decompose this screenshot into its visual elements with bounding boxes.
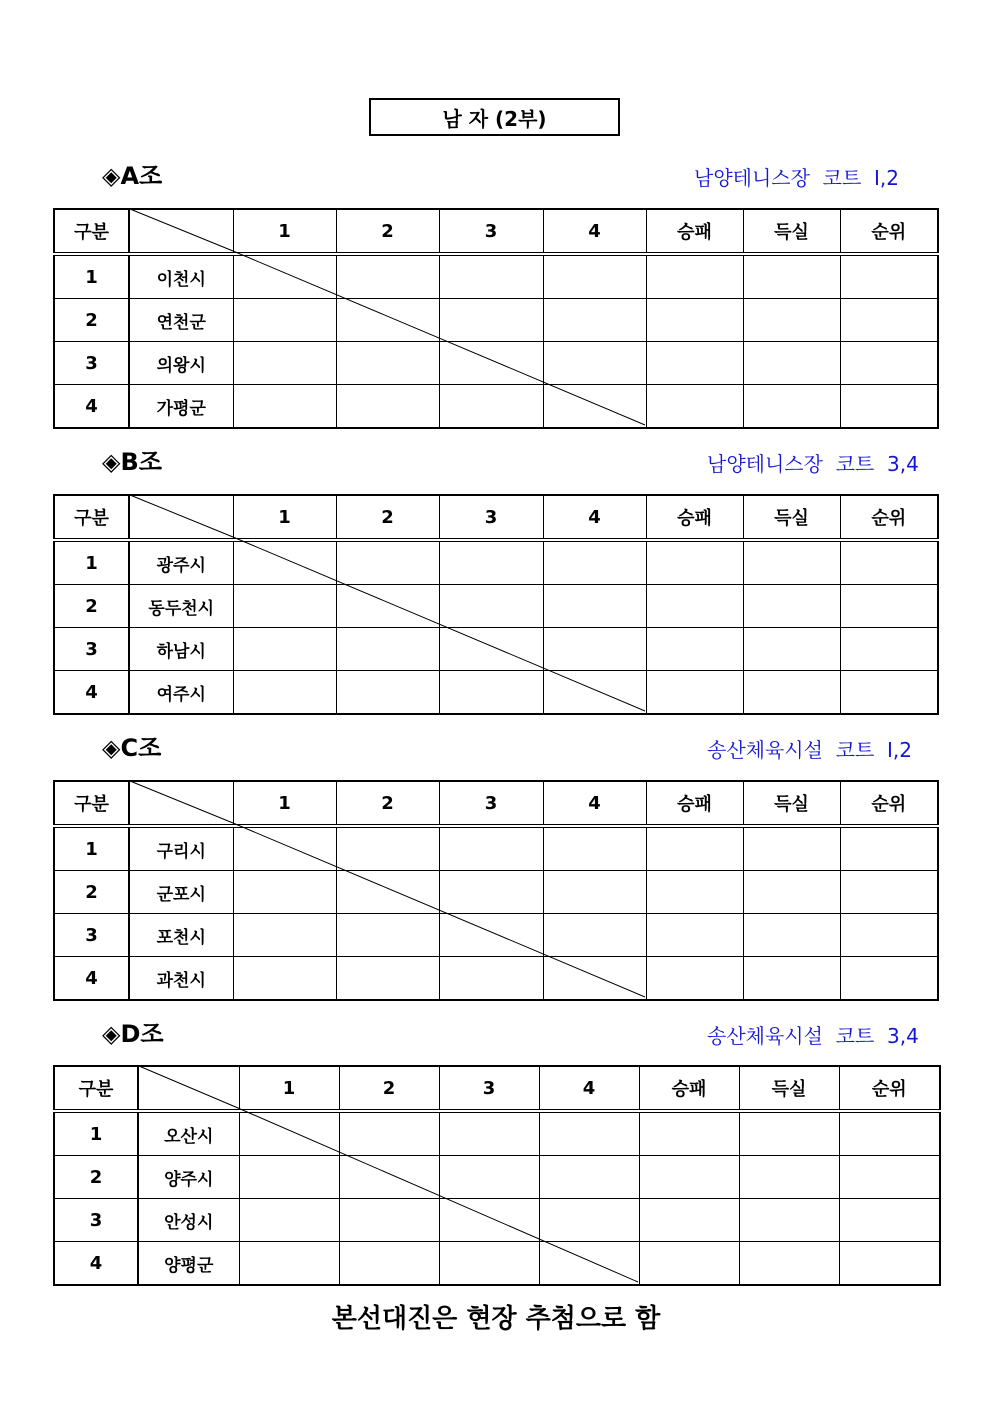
win-loss-cell[interactable]: [646, 871, 743, 914]
header-diagonal-cell: [129, 209, 233, 254]
score-cell[interactable]: [439, 385, 543, 429]
points-cell[interactable]: [739, 1156, 839, 1199]
rank-cell[interactable]: [840, 254, 938, 299]
score-cell[interactable]: [336, 342, 439, 385]
win-loss-cell[interactable]: [646, 628, 743, 671]
header-col-2: 2: [336, 495, 439, 540]
group-label: ◈B조: [102, 448, 162, 476]
group-label: ◈C조: [102, 734, 162, 762]
header-col-2: 2: [336, 209, 439, 254]
score-cell[interactable]: [336, 957, 439, 1001]
header-diagonal-cell: [129, 495, 233, 540]
team-name: 과천시: [129, 957, 233, 1001]
points-cell[interactable]: [743, 342, 840, 385]
score-cell[interactable]: [439, 1111, 539, 1156]
score-cell[interactable]: [539, 1156, 639, 1199]
rank-cell[interactable]: [840, 957, 938, 1001]
score-cell[interactable]: [543, 585, 646, 628]
header-col-3: 3: [439, 1066, 539, 1111]
rank-cell[interactable]: [840, 871, 938, 914]
row-num: 1: [54, 826, 129, 871]
header-points: 득실: [743, 209, 840, 254]
header-points: 득실: [739, 1066, 839, 1111]
row-num: 3: [54, 628, 129, 671]
rank-cell[interactable]: [840, 299, 938, 342]
header-win-loss: 승패: [646, 495, 743, 540]
row-num: 4: [54, 671, 129, 715]
row-num: 3: [54, 1199, 138, 1242]
venue-label: 남양테니스장 코트 I,2: [694, 166, 899, 190]
score-cell[interactable]: [233, 385, 336, 429]
rank-cell[interactable]: [840, 540, 938, 585]
team-name: 광주시: [129, 540, 233, 585]
header-points: 득실: [743, 781, 840, 826]
score-cell[interactable]: [539, 1242, 639, 1286]
header-col-3: 3: [439, 781, 543, 826]
score-cell[interactable]: [233, 914, 336, 957]
score-cell[interactable]: [233, 254, 336, 299]
score-cell[interactable]: [543, 540, 646, 585]
header-division: 구분: [54, 1066, 138, 1111]
team-name: 연천군: [129, 299, 233, 342]
win-loss-cell[interactable]: [639, 1242, 739, 1286]
header-win-loss: 승패: [646, 209, 743, 254]
score-cell[interactable]: [543, 299, 646, 342]
score-cell[interactable]: [439, 871, 543, 914]
score-cell[interactable]: [336, 299, 439, 342]
score-cell[interactable]: [439, 826, 543, 871]
header-col-4: 4: [539, 1066, 639, 1111]
team-name: 양주시: [138, 1156, 239, 1199]
rank-cell[interactable]: [840, 342, 938, 385]
score-cell[interactable]: [439, 585, 543, 628]
score-cell[interactable]: [233, 826, 336, 871]
win-loss-cell[interactable]: [646, 342, 743, 385]
score-cell[interactable]: [543, 671, 646, 715]
score-cell[interactable]: [439, 342, 543, 385]
header-diagonal-cell: [138, 1066, 239, 1111]
score-cell[interactable]: [543, 385, 646, 429]
points-cell[interactable]: [743, 871, 840, 914]
venue-label: 남양테니스장 코트 3,4: [707, 452, 919, 476]
score-cell[interactable]: [233, 585, 336, 628]
rank-cell[interactable]: [840, 385, 938, 429]
score-cell[interactable]: [439, 540, 543, 585]
score-cell[interactable]: [339, 1199, 439, 1242]
team-name: 가평군: [129, 385, 233, 429]
win-loss-cell[interactable]: [639, 1156, 739, 1199]
page-title: 남 자 (2부): [369, 98, 620, 136]
header-division: 구분: [54, 209, 129, 254]
team-name: 안성시: [138, 1199, 239, 1242]
points-cell[interactable]: [743, 914, 840, 957]
team-name: 의왕시: [129, 342, 233, 385]
score-cell[interactable]: [239, 1242, 339, 1286]
points-cell[interactable]: [743, 585, 840, 628]
header-col-4: 4: [543, 495, 646, 540]
header-col-3: 3: [439, 209, 543, 254]
header-col-2: 2: [339, 1066, 439, 1111]
score-cell[interactable]: [336, 914, 439, 957]
points-cell[interactable]: [743, 957, 840, 1001]
score-cell[interactable]: [543, 871, 646, 914]
rank-cell[interactable]: [839, 1156, 940, 1199]
score-cell[interactable]: [543, 342, 646, 385]
team-name: 양평군: [138, 1242, 239, 1286]
score-cell[interactable]: [336, 385, 439, 429]
group-b-table: [53, 494, 939, 715]
group-c-table: [53, 780, 939, 1001]
score-cell[interactable]: [339, 1111, 439, 1156]
row-num: 3: [54, 342, 129, 385]
score-cell[interactable]: [439, 1242, 539, 1286]
rank-cell[interactable]: [840, 671, 938, 715]
team-name: 포천시: [129, 914, 233, 957]
points-cell[interactable]: [743, 628, 840, 671]
points-cell[interactable]: [739, 1199, 839, 1242]
group-a-table: [53, 208, 939, 429]
score-cell[interactable]: [539, 1111, 639, 1156]
team-name: 동두천시: [129, 585, 233, 628]
points-cell[interactable]: [739, 1111, 839, 1156]
score-cell[interactable]: [439, 914, 543, 957]
venue-label: 송산체육시설 코트 I,2: [707, 738, 912, 762]
row-num: 2: [54, 585, 129, 628]
rank-cell[interactable]: [839, 1199, 940, 1242]
points-cell[interactable]: [743, 385, 840, 429]
row-num: 2: [54, 299, 129, 342]
score-cell[interactable]: [543, 826, 646, 871]
header-diagonal-cell: [129, 781, 233, 826]
header-rank: 순위: [840, 781, 938, 826]
score-cell[interactable]: [339, 1156, 439, 1199]
team-name: 하남시: [129, 628, 233, 671]
row-num: 1: [54, 254, 129, 299]
row-num: 4: [54, 1242, 138, 1286]
header-division: 구분: [54, 781, 129, 826]
score-cell[interactable]: [339, 1242, 439, 1286]
header-division: 구분: [54, 495, 129, 540]
group-d-table: [53, 1065, 941, 1286]
score-cell[interactable]: [336, 871, 439, 914]
header-rank: 순위: [840, 495, 938, 540]
win-loss-cell[interactable]: [646, 671, 743, 715]
header-col-1: 1: [233, 495, 336, 540]
points-cell[interactable]: [743, 826, 840, 871]
team-name: 오산시: [138, 1111, 239, 1156]
row-num: 1: [54, 1111, 138, 1156]
header-col-2: 2: [336, 781, 439, 826]
score-cell[interactable]: [233, 299, 336, 342]
points-cell[interactable]: [743, 254, 840, 299]
group-label: ◈A조: [102, 162, 163, 190]
score-cell[interactable]: [439, 1156, 539, 1199]
team-name: 여주시: [129, 671, 233, 715]
score-cell[interactable]: [439, 1199, 539, 1242]
rank-cell[interactable]: [839, 1242, 940, 1286]
team-name: 이천시: [129, 254, 233, 299]
win-loss-cell[interactable]: [646, 540, 743, 585]
rank-cell[interactable]: [840, 585, 938, 628]
score-cell[interactable]: [336, 671, 439, 715]
score-cell[interactable]: [239, 1199, 339, 1242]
row-num: 1: [54, 540, 129, 585]
row-num: 2: [54, 1156, 138, 1199]
rank-cell[interactable]: [840, 826, 938, 871]
footer-note: 본선대진은 현장 추첨으로 함: [331, 1304, 661, 1334]
score-cell[interactable]: [543, 628, 646, 671]
group-label: ◈D조: [102, 1020, 164, 1048]
win-loss-cell[interactable]: [646, 254, 743, 299]
win-loss-cell[interactable]: [639, 1199, 739, 1242]
header-win-loss: 승패: [646, 781, 743, 826]
venue-label: 송산체육시설 코트 3,4: [707, 1024, 919, 1048]
header-col-3: 3: [439, 495, 543, 540]
team-name: 구리시: [129, 826, 233, 871]
score-cell[interactable]: [543, 914, 646, 957]
score-cell[interactable]: [239, 1156, 339, 1199]
rank-cell[interactable]: [840, 628, 938, 671]
win-loss-cell[interactable]: [646, 299, 743, 342]
score-cell[interactable]: [439, 957, 543, 1001]
score-cell[interactable]: [543, 957, 646, 1001]
header-points: 득실: [743, 495, 840, 540]
header-rank: 순위: [840, 209, 938, 254]
score-cell[interactable]: [336, 540, 439, 585]
header-win-loss: 승패: [639, 1066, 739, 1111]
score-cell[interactable]: [539, 1199, 639, 1242]
score-cell[interactable]: [233, 671, 336, 715]
win-loss-cell[interactable]: [646, 585, 743, 628]
win-loss-cell[interactable]: [646, 826, 743, 871]
score-cell[interactable]: [239, 1111, 339, 1156]
win-loss-cell[interactable]: [646, 385, 743, 429]
score-cell[interactable]: [336, 585, 439, 628]
score-cell[interactable]: [439, 628, 543, 671]
score-cell[interactable]: [543, 254, 646, 299]
points-cell[interactable]: [743, 540, 840, 585]
header-col-1: 1: [239, 1066, 339, 1111]
score-cell[interactable]: [233, 342, 336, 385]
points-cell[interactable]: [743, 671, 840, 715]
score-cell[interactable]: [336, 628, 439, 671]
header-rank: 순위: [839, 1066, 940, 1111]
score-cell[interactable]: [439, 671, 543, 715]
points-cell[interactable]: [743, 299, 840, 342]
win-loss-cell[interactable]: [639, 1111, 739, 1156]
score-cell[interactable]: [439, 299, 543, 342]
points-cell[interactable]: [739, 1242, 839, 1286]
win-loss-cell[interactable]: [646, 957, 743, 1001]
win-loss-cell[interactable]: [646, 914, 743, 957]
header-col-4: 4: [543, 209, 646, 254]
header-col-1: 1: [233, 209, 336, 254]
team-name: 군포시: [129, 871, 233, 914]
score-cell[interactable]: [233, 957, 336, 1001]
score-cell[interactable]: [233, 628, 336, 671]
row-num: 4: [54, 385, 129, 429]
score-cell[interactable]: [336, 826, 439, 871]
score-cell[interactable]: [233, 871, 336, 914]
rank-cell[interactable]: [840, 914, 938, 957]
row-num: 4: [54, 957, 129, 1001]
score-cell[interactable]: [233, 540, 336, 585]
score-cell[interactable]: [336, 254, 439, 299]
rank-cell[interactable]: [839, 1111, 940, 1156]
header-col-1: 1: [233, 781, 336, 826]
score-cell[interactable]: [439, 254, 543, 299]
row-num: 2: [54, 871, 129, 914]
header-col-4: 4: [543, 781, 646, 826]
row-num: 3: [54, 914, 129, 957]
